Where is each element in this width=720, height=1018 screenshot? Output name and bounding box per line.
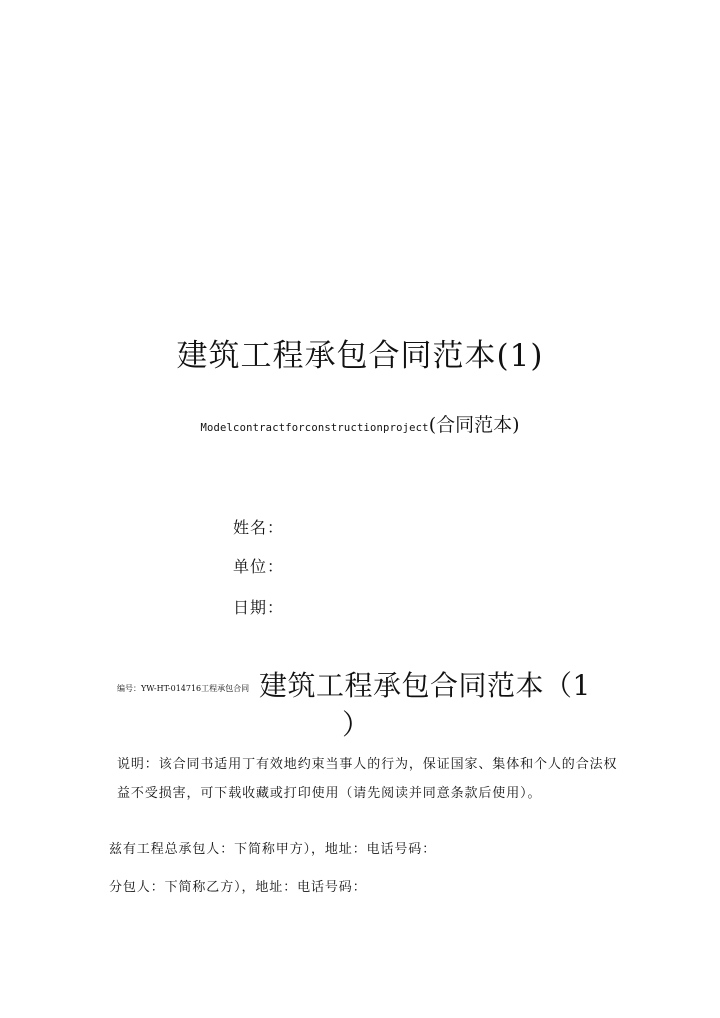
party-b-line: 分包人：下简称乙方），地址：电话号码： [109, 880, 367, 895]
date-field-label: 日期： [233, 598, 285, 617]
usage-note-line-2: 益不受损害，可下载收藏或打印使用（请先阅读并同意条款后使用）。 [117, 786, 542, 801]
cover-subtitle-english: Modelcontractforconstructionproject [200, 422, 429, 434]
document-heading-tail: ） [342, 708, 371, 741]
cover-subtitle-chinese: (合同范本) [428, 414, 520, 436]
party-a-line: 兹有工程总承包人：下简称甲方），地址：电话号码： [109, 842, 437, 857]
unit-field-label: 单位： [233, 557, 285, 576]
cover-subtitle [0, 412, 720, 441]
document-heading: 建筑工程承包合同范本（1 [259, 669, 591, 702]
cover-title: 建筑工程承包合同范本(1) [176, 338, 544, 374]
usage-note-line-1: 说明：该合同书适用丁有效地约束当事人的行为，保证国家、集体和个人的合法权 [117, 757, 618, 772]
document-code: 编号：YW-HT-014716工程承包合同 [117, 684, 250, 693]
name-field-label: 姓名： [233, 518, 285, 537]
